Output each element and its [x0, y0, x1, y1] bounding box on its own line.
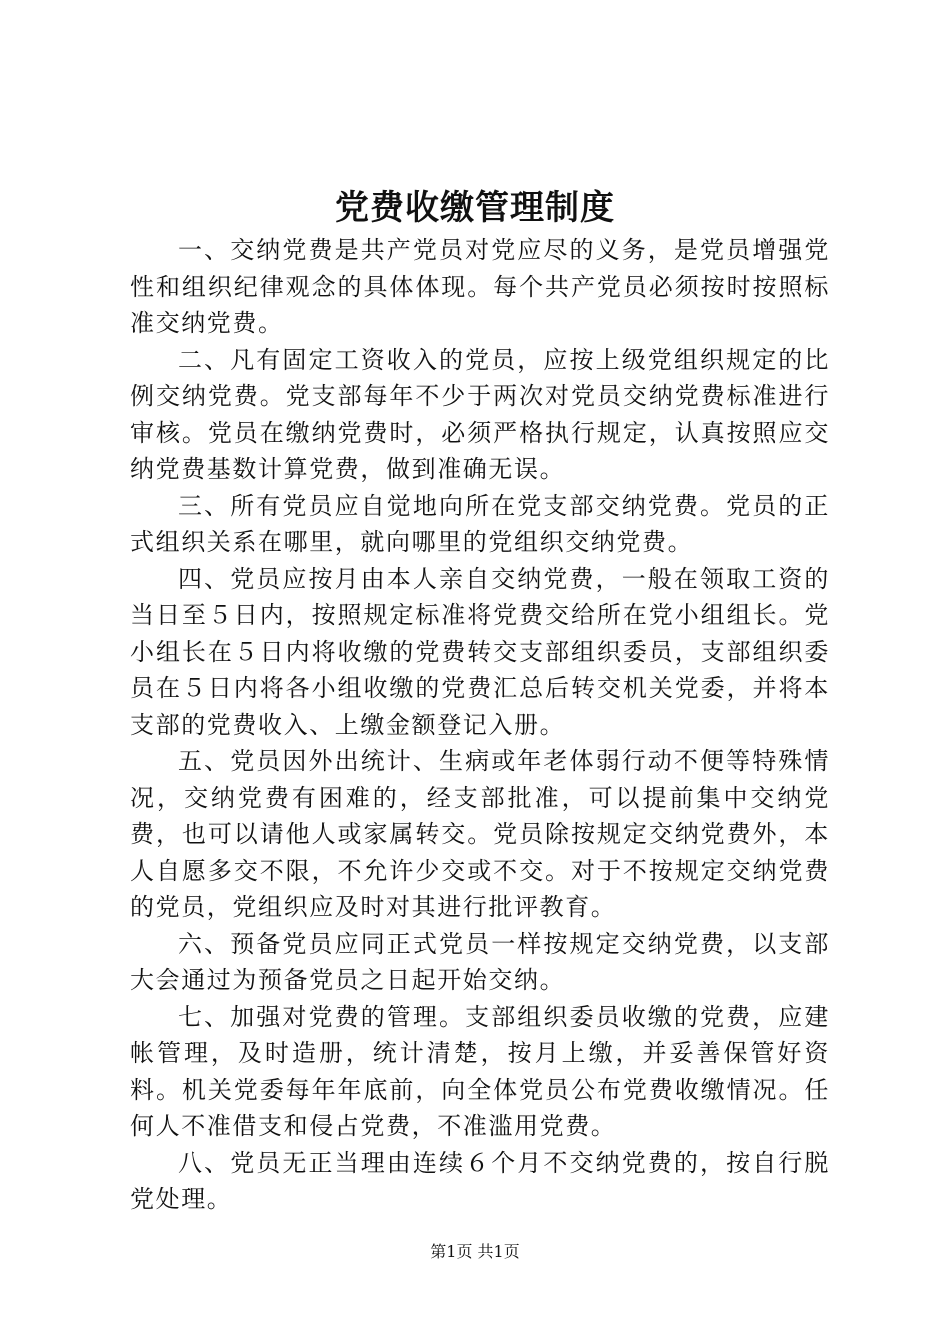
paragraph-7: 七、加强对党费的管理。支部组织委员收缴的党费，应建帐管理，及时造册，统计清楚，按月上缴，并妥善保管好资料。机关党委每年年底前，向全体党员公布党费收缴情况。任何人不准借支和侵占党费，不准滥用党费。: [130, 1002, 830, 1140]
paragraph-8: 八、党员无正当理由连续６个月不交纳党费的，按自行脱党处理。: [130, 1148, 830, 1213]
document-title: 党费收缴管理制度: [335, 188, 615, 228]
paragraph-5: 五、党员因外出统计、生病或年老体弱行动不便等特殊情况，交纳党费有困难的，经支部批准，可以提前集中交纳党费，也可以请他人或家属转交。党员除按规定交纳党费外，本人自愿多交不限，不允许少交或不交。对于不按规定交纳党费的党员，党组织应及时对其进行批评教育。: [130, 747, 830, 921]
paragraph-6: 六、预备党员应同正式党员一样按规定交纳党费，以支部大会通过为预备党员之日起开始交纳。: [130, 929, 830, 994]
paragraph-1: 一、交纳党费是共产党员对党应尽的义务，是党员增强党性和组织纪律观念的具体体现。每个共产党员必须按时按照标准交纳党费。: [130, 236, 830, 337]
paragraph-2: 二、凡有固定工资收入的党员，应按上级党组织规定的比例交纳党费。党支部每年不少于两次对党员交纳党费标准进行审核。党员在缴纳党费时，必须严格执行规定，认真按照应交纳党费基数计算党费，做到准确无误。: [130, 345, 830, 483]
page-footer: 第1页 共1页: [430, 1242, 520, 1261]
paragraph-4: 四、党员应按月由本人亲自交纳党费，一般在领取工资的当日至５日内，按照规定标准将党费交给所在党小组组长。党小组长在５日内将收缴的党费转交支部组织委员，支部组织委员在５日内将各小组收缴的党费汇总后转交机关党委，并将本支部的党费收入、上缴金额登记入册。: [130, 564, 830, 739]
document-body: [130, 232, 830, 1218]
paragraph-3: 三、所有党员应自觉地向所在党支部交纳党费。党员的正式组织关系在哪里，就向哪里的党组织交纳党费。: [130, 491, 830, 556]
